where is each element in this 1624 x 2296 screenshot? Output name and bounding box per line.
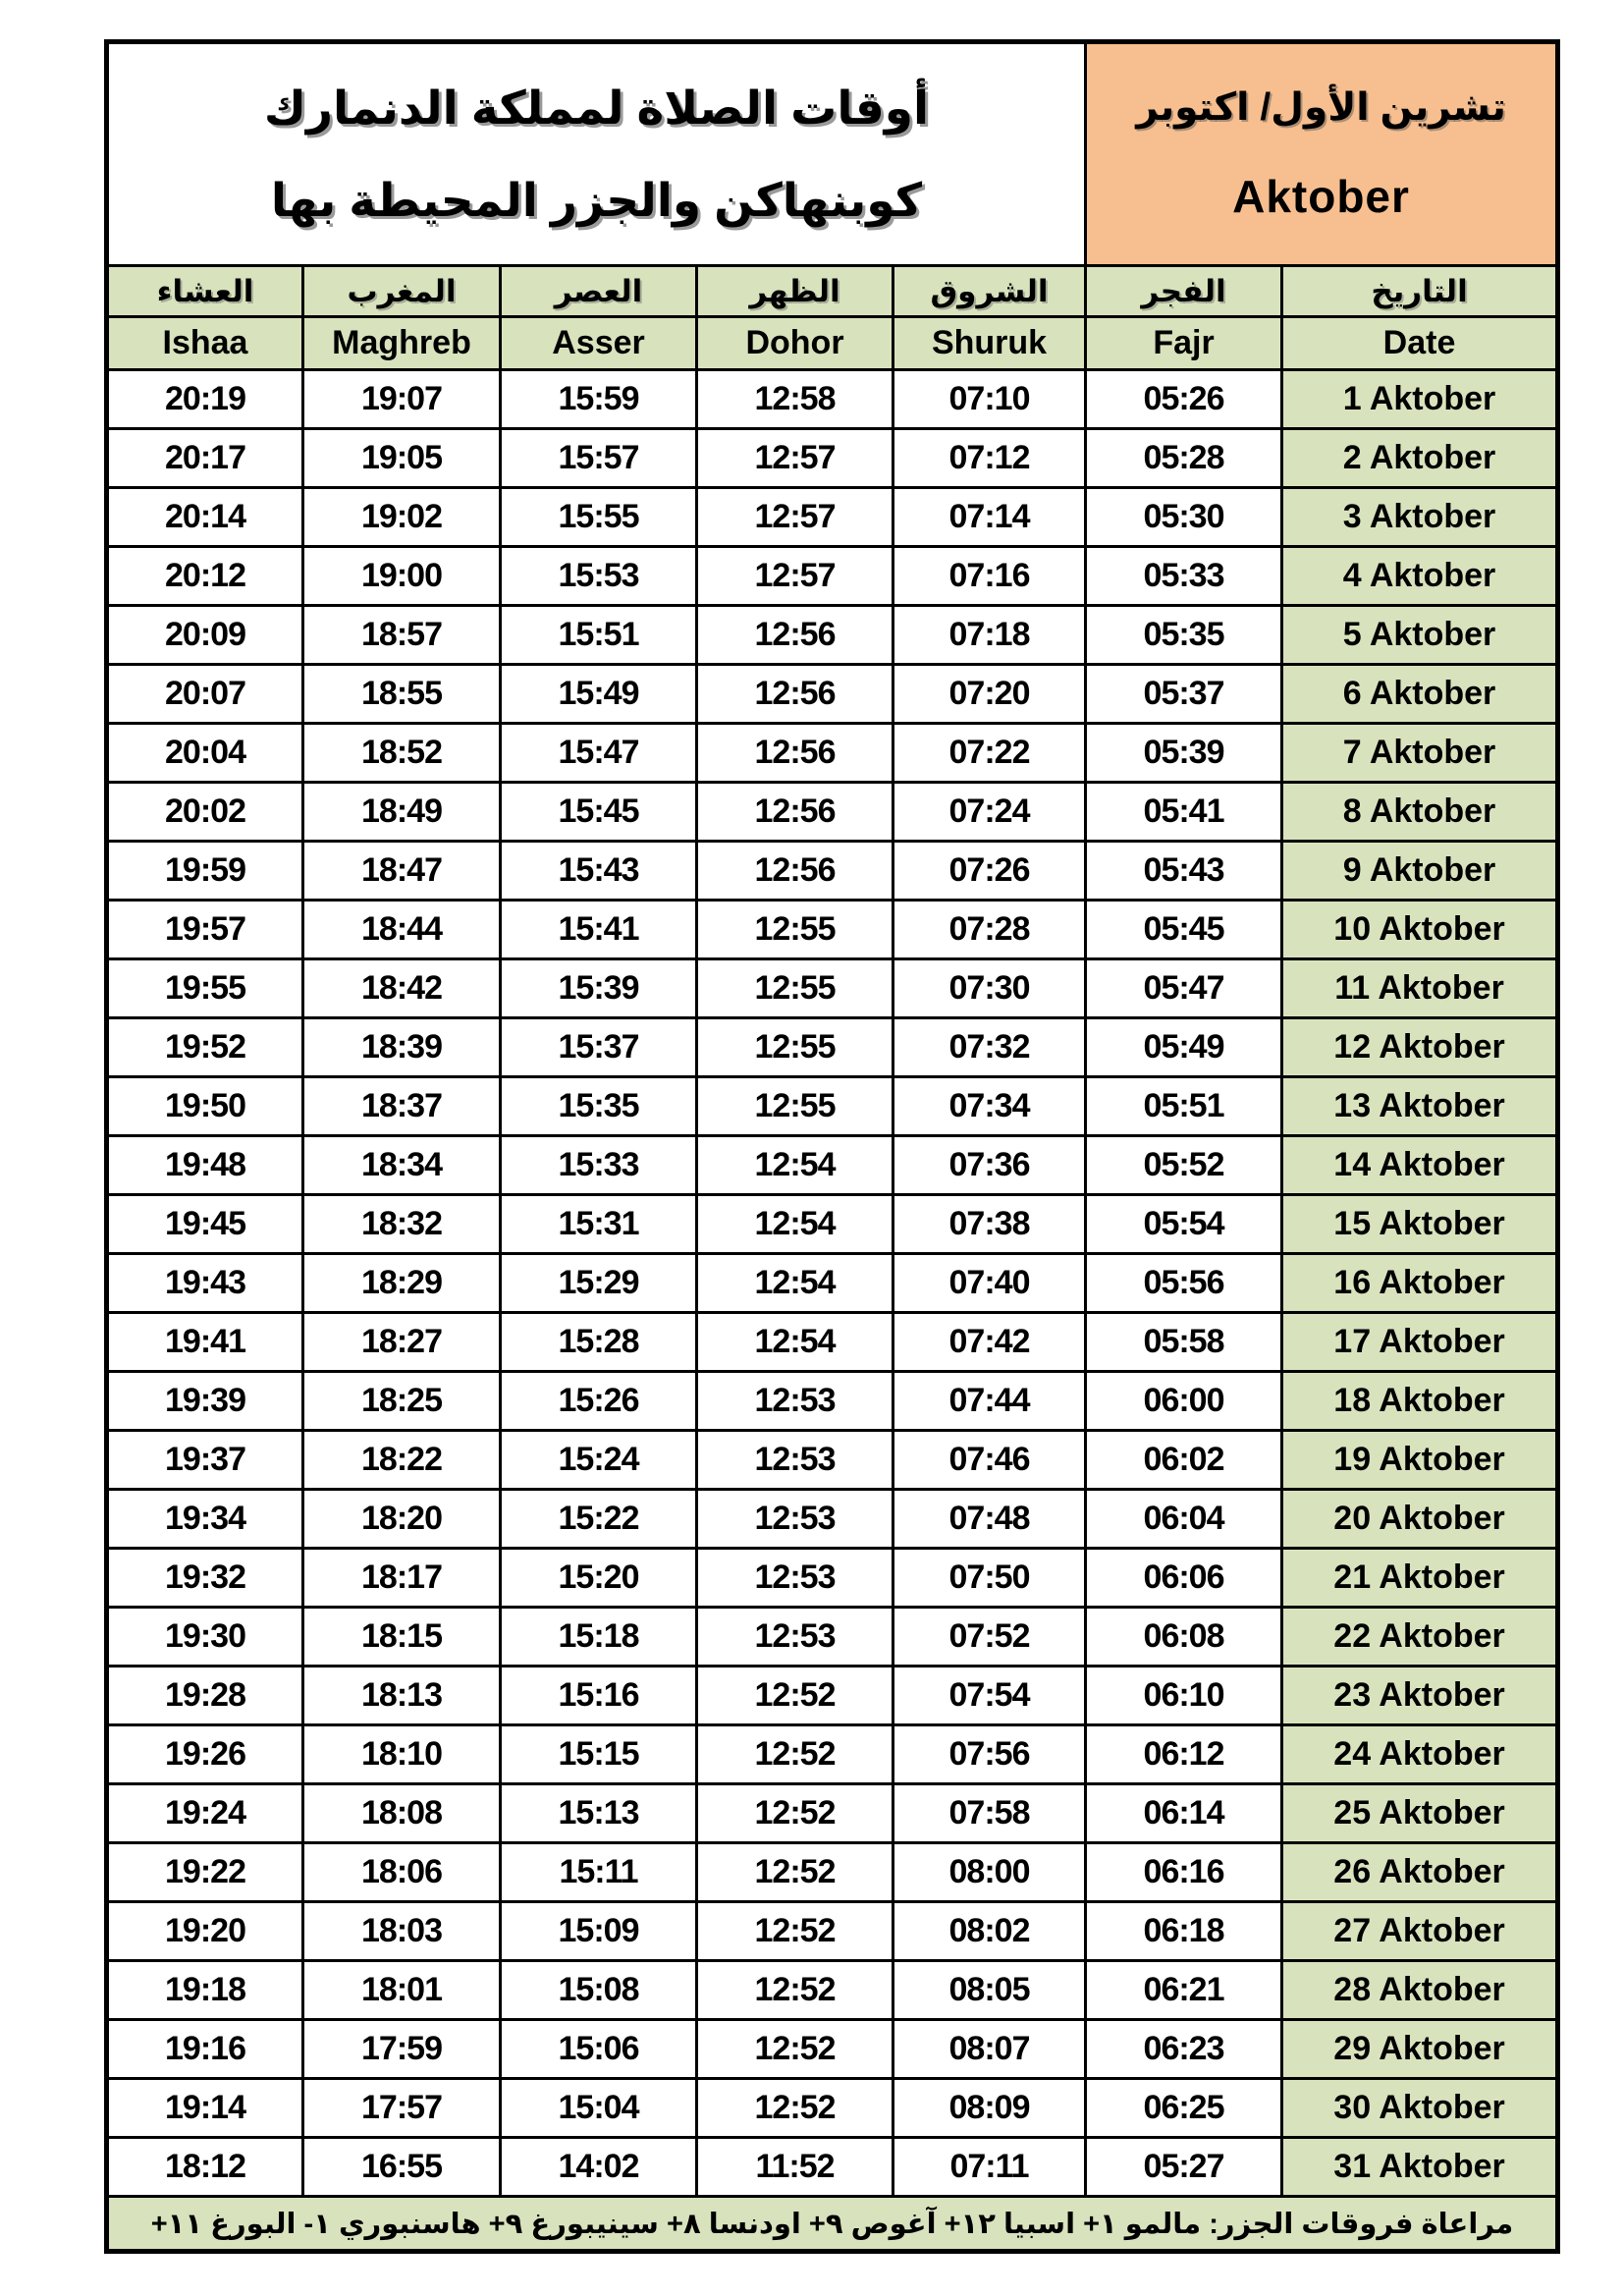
- maghreb-time-cell: 18:01: [303, 1961, 501, 2020]
- table-row: [107, 1431, 1558, 1490]
- dohor-time-cell: 12:52: [697, 1667, 893, 1725]
- ishaa-time-cell: 20:12: [107, 547, 303, 606]
- fajr-time-cell: 05:27: [1086, 2138, 1282, 2197]
- month-name-latin: Aktober: [1232, 171, 1410, 223]
- table-row: [107, 1902, 1558, 1961]
- maghreb-time-cell: 18:13: [303, 1667, 501, 1725]
- fajr-time-cell: 06:21: [1086, 1961, 1282, 2020]
- maghreb-time-cell: 18:03: [303, 1902, 501, 1961]
- dohor-time-cell: 12:56: [697, 842, 893, 901]
- asser-time-cell: 15:13: [501, 1784, 697, 1843]
- fajr-time-cell: 06:18: [1086, 1902, 1282, 1961]
- shuruk-time-cell: 07:36: [893, 1136, 1086, 1195]
- dohor-time-cell: 12:54: [697, 1313, 893, 1372]
- header-row-arabic: [107, 266, 1558, 317]
- fajr-time-cell: 05:52: [1086, 1136, 1282, 1195]
- table-row: [107, 901, 1558, 959]
- table-row: [107, 1843, 1558, 1902]
- asser-time-cell: 15:35: [501, 1077, 697, 1136]
- date-cell: 24 Aktober: [1282, 1725, 1558, 1784]
- shuruk-time-cell: 08:07: [893, 2020, 1086, 2079]
- asser-time-cell: 15:53: [501, 547, 697, 606]
- asser-time-cell: 15:51: [501, 606, 697, 665]
- fajr-time-cell: 05:41: [1086, 783, 1282, 842]
- dohor-time-cell: 11:52: [697, 2138, 893, 2197]
- table-row: [107, 842, 1558, 901]
- month-name-arabic: تشرين الأول/ اكتوبر: [1136, 85, 1506, 129]
- maghreb-time-cell: 18:32: [303, 1195, 501, 1254]
- table-row: [107, 1313, 1558, 1372]
- fajr-time-cell: 06:23: [1086, 2020, 1282, 2079]
- maghreb-time-cell: 18:55: [303, 665, 501, 724]
- table-row: [107, 1372, 1558, 1431]
- maghreb-time-cell: 18:10: [303, 1725, 501, 1784]
- table-row: [107, 665, 1558, 724]
- asser-time-cell: 15:18: [501, 1608, 697, 1667]
- maghreb-time-cell: 18:20: [303, 1490, 501, 1549]
- table-row: [107, 1254, 1558, 1313]
- header-shuruk-en: Shuruk: [893, 317, 1086, 370]
- header-row-english: [107, 317, 1558, 370]
- fajr-time-cell: 06:25: [1086, 2079, 1282, 2138]
- table-row: [107, 429, 1558, 488]
- shuruk-time-cell: 07:14: [893, 488, 1086, 547]
- date-cell: 23 Aktober: [1282, 1667, 1558, 1725]
- ishaa-time-cell: 19:48: [107, 1136, 303, 1195]
- asser-time-cell: 15:11: [501, 1843, 697, 1902]
- table-row: [107, 1784, 1558, 1843]
- shuruk-time-cell: 07:30: [893, 959, 1086, 1018]
- dohor-time-cell: 12:52: [697, 1843, 893, 1902]
- ishaa-time-cell: 20:14: [107, 488, 303, 547]
- ishaa-time-cell: 19:24: [107, 1784, 303, 1843]
- date-cell: 18 Aktober: [1282, 1372, 1558, 1431]
- maghreb-time-cell: 18:37: [303, 1077, 501, 1136]
- date-cell: 27 Aktober: [1282, 1902, 1558, 1961]
- shuruk-time-cell: 07:10: [893, 370, 1086, 429]
- table-row: [107, 2138, 1558, 2197]
- asser-time-cell: 15:24: [501, 1431, 697, 1490]
- shuruk-time-cell: 07:52: [893, 1608, 1086, 1667]
- table-row: [107, 2020, 1558, 2079]
- fajr-time-cell: 05:43: [1086, 842, 1282, 901]
- ishaa-time-cell: 19:57: [107, 901, 303, 959]
- dohor-time-cell: 12:56: [697, 783, 893, 842]
- date-cell: 9 Aktober: [1282, 842, 1558, 901]
- table-row: [107, 2079, 1558, 2138]
- ishaa-time-cell: 20:04: [107, 724, 303, 783]
- ishaa-time-cell: 19:50: [107, 1077, 303, 1136]
- asser-time-cell: 14:02: [501, 2138, 697, 2197]
- prayer-times-table: [104, 39, 1560, 2254]
- table-row: [107, 724, 1558, 783]
- fajr-time-cell: 05:33: [1086, 547, 1282, 606]
- maghreb-time-cell: 18:06: [303, 1843, 501, 1902]
- ishaa-time-cell: 19:30: [107, 1608, 303, 1667]
- date-cell: 14 Aktober: [1282, 1136, 1558, 1195]
- title-line-2: كوبنهاكن والجزر المحيطة بها: [270, 173, 923, 226]
- table-row: [107, 1136, 1558, 1195]
- shuruk-time-cell: 07:56: [893, 1725, 1086, 1784]
- dohor-time-cell: 12:58: [697, 370, 893, 429]
- date-cell: 16 Aktober: [1282, 1254, 1558, 1313]
- dohor-time-cell: 12:52: [697, 1961, 893, 2020]
- header-date-en: Date: [1282, 317, 1558, 370]
- header-maghreb-ar: المغرب: [303, 266, 501, 317]
- maghreb-time-cell: 16:55: [303, 2138, 501, 2197]
- dohor-time-cell: 12:57: [697, 429, 893, 488]
- asser-time-cell: 15:39: [501, 959, 697, 1018]
- header-fajr-ar: الفجر: [1086, 266, 1282, 317]
- fajr-time-cell: 06:12: [1086, 1725, 1282, 1784]
- dohor-time-cell: 12:52: [697, 2079, 893, 2138]
- asser-time-cell: 15:57: [501, 429, 697, 488]
- maghreb-time-cell: 19:05: [303, 429, 501, 488]
- table-row: [107, 1608, 1558, 1667]
- shuruk-time-cell: 07:38: [893, 1195, 1086, 1254]
- date-cell: 4 Aktober: [1282, 547, 1558, 606]
- ishaa-time-cell: 19:41: [107, 1313, 303, 1372]
- table-row: [107, 1018, 1558, 1077]
- maghreb-time-cell: 18:52: [303, 724, 501, 783]
- maghreb-time-cell: 18:29: [303, 1254, 501, 1313]
- shuruk-time-cell: 07:46: [893, 1431, 1086, 1490]
- table-row: [107, 606, 1558, 665]
- maghreb-time-cell: 19:00: [303, 547, 501, 606]
- date-cell: 5 Aktober: [1282, 606, 1558, 665]
- shuruk-time-cell: 07:24: [893, 783, 1086, 842]
- date-cell: 19 Aktober: [1282, 1431, 1558, 1490]
- shuruk-time-cell: 07:40: [893, 1254, 1086, 1313]
- table-row: [107, 547, 1558, 606]
- date-cell: 26 Aktober: [1282, 1843, 1558, 1902]
- date-cell: 8 Aktober: [1282, 783, 1558, 842]
- table-row: [107, 370, 1558, 429]
- asser-time-cell: 15:45: [501, 783, 697, 842]
- fajr-time-cell: 05:28: [1086, 429, 1282, 488]
- shuruk-time-cell: 07:22: [893, 724, 1086, 783]
- maghreb-time-cell: 18:34: [303, 1136, 501, 1195]
- fajr-time-cell: 06:10: [1086, 1667, 1282, 1725]
- fajr-time-cell: 06:02: [1086, 1431, 1282, 1490]
- dohor-time-cell: 12:56: [697, 724, 893, 783]
- shuruk-time-cell: 07:16: [893, 547, 1086, 606]
- fajr-time-cell: 05:30: [1086, 488, 1282, 547]
- asser-time-cell: 15:20: [501, 1549, 697, 1608]
- ishaa-time-cell: 19:20: [107, 1902, 303, 1961]
- fajr-time-cell: 05:58: [1086, 1313, 1282, 1372]
- dohor-time-cell: 12:56: [697, 606, 893, 665]
- ishaa-time-cell: 19:43: [107, 1254, 303, 1313]
- ishaa-time-cell: 20:07: [107, 665, 303, 724]
- fajr-time-cell: 05:35: [1086, 606, 1282, 665]
- table-row: [107, 1725, 1558, 1784]
- date-cell: 1 Aktober: [1282, 370, 1558, 429]
- ishaa-time-cell: 20:17: [107, 429, 303, 488]
- fajr-time-cell: 05:39: [1086, 724, 1282, 783]
- ishaa-time-cell: 19:18: [107, 1961, 303, 2020]
- shuruk-time-cell: 08:09: [893, 2079, 1086, 2138]
- maghreb-time-cell: 18:42: [303, 959, 501, 1018]
- asser-time-cell: 15:55: [501, 488, 697, 547]
- asser-time-cell: 15:16: [501, 1667, 697, 1725]
- header-ishaa-en: Ishaa: [107, 317, 303, 370]
- dohor-time-cell: 12:52: [697, 1784, 893, 1843]
- date-cell: 13 Aktober: [1282, 1077, 1558, 1136]
- dohor-time-cell: 12:55: [697, 901, 893, 959]
- table-row: [107, 1549, 1558, 1608]
- asser-time-cell: 15:26: [501, 1372, 697, 1431]
- shuruk-time-cell: 07:58: [893, 1784, 1086, 1843]
- dohor-time-cell: 12:53: [697, 1608, 893, 1667]
- asser-time-cell: 15:28: [501, 1313, 697, 1372]
- ishaa-time-cell: 19:14: [107, 2079, 303, 2138]
- table-row: [107, 1077, 1558, 1136]
- asser-time-cell: 15:33: [501, 1136, 697, 1195]
- ishaa-time-cell: 19:32: [107, 1549, 303, 1608]
- asser-time-cell: 15:06: [501, 2020, 697, 2079]
- dohor-time-cell: 12:52: [697, 1725, 893, 1784]
- table-row: [107, 959, 1558, 1018]
- header-asser-ar: العصر: [501, 266, 697, 317]
- fajr-time-cell: 05:45: [1086, 901, 1282, 959]
- shuruk-time-cell: 07:20: [893, 665, 1086, 724]
- dohor-time-cell: 12:54: [697, 1254, 893, 1313]
- dohor-time-cell: 12:55: [697, 1018, 893, 1077]
- ishaa-time-cell: 19:28: [107, 1667, 303, 1725]
- maghreb-time-cell: 18:15: [303, 1608, 501, 1667]
- table-row: [107, 1961, 1558, 2020]
- fajr-time-cell: 05:47: [1086, 959, 1282, 1018]
- date-cell: 30 Aktober: [1282, 2079, 1558, 2138]
- date-cell: 15 Aktober: [1282, 1195, 1558, 1254]
- shuruk-time-cell: 07:12: [893, 429, 1086, 488]
- asser-time-cell: 15:29: [501, 1254, 697, 1313]
- shuruk-time-cell: 07:44: [893, 1372, 1086, 1431]
- fajr-time-cell: 05:56: [1086, 1254, 1282, 1313]
- date-cell: 12 Aktober: [1282, 1018, 1558, 1077]
- header-dohor-ar: الظهر: [697, 266, 893, 317]
- header-fajr-en: Fajr: [1086, 317, 1282, 370]
- dohor-time-cell: 12:53: [697, 1431, 893, 1490]
- shuruk-time-cell: 08:00: [893, 1843, 1086, 1902]
- fajr-time-cell: 06:08: [1086, 1608, 1282, 1667]
- title-row: [107, 42, 1558, 266]
- fajr-time-cell: 05:26: [1086, 370, 1282, 429]
- date-cell: 3 Aktober: [1282, 488, 1558, 547]
- header-dohor-en: Dohor: [697, 317, 893, 370]
- asser-time-cell: 15:08: [501, 1961, 697, 2020]
- shuruk-time-cell: 07:54: [893, 1667, 1086, 1725]
- dohor-time-cell: 12:56: [697, 665, 893, 724]
- date-cell: 6 Aktober: [1282, 665, 1558, 724]
- header-asser-en: Asser: [501, 317, 697, 370]
- asser-time-cell: 15:47: [501, 724, 697, 783]
- shuruk-time-cell: 07:28: [893, 901, 1086, 959]
- fajr-time-cell: 06:16: [1086, 1843, 1282, 1902]
- maghreb-time-cell: 18:47: [303, 842, 501, 901]
- shuruk-time-cell: 08:02: [893, 1902, 1086, 1961]
- dohor-time-cell: 12:52: [697, 1902, 893, 1961]
- date-cell: 11 Aktober: [1282, 959, 1558, 1018]
- date-cell: 29 Aktober: [1282, 2020, 1558, 2079]
- date-cell: 28 Aktober: [1282, 1961, 1558, 2020]
- maghreb-time-cell: 18:39: [303, 1018, 501, 1077]
- date-cell: 10 Aktober: [1282, 901, 1558, 959]
- ishaa-time-cell: 19:55: [107, 959, 303, 1018]
- date-cell: 2 Aktober: [1282, 429, 1558, 488]
- asser-time-cell: 15:59: [501, 370, 697, 429]
- header-date-ar: التاريخ: [1282, 266, 1558, 317]
- asser-time-cell: 15:37: [501, 1018, 697, 1077]
- title-line-1: أوقات الصلاة لمملكة الدنمارك: [263, 82, 930, 135]
- maghreb-time-cell: 17:57: [303, 2079, 501, 2138]
- ishaa-time-cell: 19:52: [107, 1018, 303, 1077]
- dohor-time-cell: 12:52: [697, 2020, 893, 2079]
- dohor-time-cell: 12:57: [697, 547, 893, 606]
- date-cell: 22 Aktober: [1282, 1608, 1558, 1667]
- ishaa-time-cell: 19:59: [107, 842, 303, 901]
- dohor-time-cell: 12:53: [697, 1372, 893, 1431]
- month-header: [1086, 42, 1558, 266]
- asser-time-cell: 15:31: [501, 1195, 697, 1254]
- shuruk-time-cell: 07:11: [893, 2138, 1086, 2197]
- fajr-time-cell: 06:00: [1086, 1372, 1282, 1431]
- shuruk-time-cell: 07:42: [893, 1313, 1086, 1372]
- maghreb-time-cell: 17:59: [303, 2020, 501, 2079]
- date-cell: 25 Aktober: [1282, 1784, 1558, 1843]
- ishaa-time-cell: 19:22: [107, 1843, 303, 1902]
- maghreb-time-cell: 18:22: [303, 1431, 501, 1490]
- shuruk-time-cell: 07:18: [893, 606, 1086, 665]
- asser-time-cell: 15:15: [501, 1725, 697, 1784]
- shuruk-time-cell: 07:50: [893, 1549, 1086, 1608]
- shuruk-time-cell: 07:34: [893, 1077, 1086, 1136]
- fajr-time-cell: 05:54: [1086, 1195, 1282, 1254]
- asser-time-cell: 15:04: [501, 2079, 697, 2138]
- asser-time-cell: 15:22: [501, 1490, 697, 1549]
- header-shuruk-ar: الشروق: [893, 266, 1086, 317]
- ishaa-time-cell: 20:02: [107, 783, 303, 842]
- dohor-time-cell: 12:53: [697, 1490, 893, 1549]
- table-row: [107, 1490, 1558, 1549]
- dohor-time-cell: 12:57: [697, 488, 893, 547]
- maghreb-time-cell: 18:49: [303, 783, 501, 842]
- maghreb-time-cell: 18:44: [303, 901, 501, 959]
- fajr-time-cell: 05:37: [1086, 665, 1282, 724]
- fajr-time-cell: 05:51: [1086, 1077, 1282, 1136]
- ishaa-time-cell: 19:16: [107, 2020, 303, 2079]
- date-cell: 21 Aktober: [1282, 1549, 1558, 1608]
- footer-row: [107, 2197, 1558, 2252]
- dohor-time-cell: 12:55: [697, 1077, 893, 1136]
- ishaa-time-cell: 19:34: [107, 1490, 303, 1549]
- page-title: [107, 42, 1086, 266]
- table-row: [107, 1195, 1558, 1254]
- maghreb-time-cell: 18:17: [303, 1549, 501, 1608]
- fajr-time-cell: 06:14: [1086, 1784, 1282, 1843]
- ishaa-time-cell: 20:09: [107, 606, 303, 665]
- dohor-time-cell: 12:55: [697, 959, 893, 1018]
- date-cell: 20 Aktober: [1282, 1490, 1558, 1549]
- asser-time-cell: 15:09: [501, 1902, 697, 1961]
- dohor-time-cell: 12:54: [697, 1195, 893, 1254]
- asser-time-cell: 15:41: [501, 901, 697, 959]
- dohor-time-cell: 12:54: [697, 1136, 893, 1195]
- header-ishaa-ar: العشاء: [107, 266, 303, 317]
- maghreb-time-cell: 18:57: [303, 606, 501, 665]
- date-cell: 7 Aktober: [1282, 724, 1558, 783]
- fajr-time-cell: 06:06: [1086, 1549, 1282, 1608]
- header-maghreb-en: Maghreb: [303, 317, 501, 370]
- prayer-times-sheet: [104, 39, 1555, 2254]
- ishaa-time-cell: 20:19: [107, 370, 303, 429]
- shuruk-time-cell: 07:32: [893, 1018, 1086, 1077]
- table-row: [107, 488, 1558, 547]
- fajr-time-cell: 06:04: [1086, 1490, 1282, 1549]
- ishaa-time-cell: 18:12: [107, 2138, 303, 2197]
- shuruk-time-cell: 07:48: [893, 1490, 1086, 1549]
- ishaa-time-cell: 19:45: [107, 1195, 303, 1254]
- maghreb-time-cell: 19:02: [303, 488, 501, 547]
- maghreb-time-cell: 18:08: [303, 1784, 501, 1843]
- table-row: [107, 1667, 1558, 1725]
- date-cell: 17 Aktober: [1282, 1313, 1558, 1372]
- maghreb-time-cell: 18:25: [303, 1372, 501, 1431]
- ishaa-time-cell: 19:37: [107, 1431, 303, 1490]
- fajr-time-cell: 05:49: [1086, 1018, 1282, 1077]
- maghreb-time-cell: 19:07: [303, 370, 501, 429]
- islands-offset-note: مراعاة فروقات الجزر: مالمو ١+ اسبيا ١٢+ آغوص ٩+ اودنسا ٨+ سينيبورغ ٩+ هاسنبوري ١- البورغ ١١+: [107, 2197, 1558, 2252]
- date-cell: 31 Aktober: [1282, 2138, 1558, 2197]
- ishaa-time-cell: 19:39: [107, 1372, 303, 1431]
- shuruk-time-cell: 08:05: [893, 1961, 1086, 2020]
- table-row: [107, 783, 1558, 842]
- asser-time-cell: 15:43: [501, 842, 697, 901]
- dohor-time-cell: 12:53: [697, 1549, 893, 1608]
- ishaa-time-cell: 19:26: [107, 1725, 303, 1784]
- shuruk-time-cell: 07:26: [893, 842, 1086, 901]
- asser-time-cell: 15:49: [501, 665, 697, 724]
- maghreb-time-cell: 18:27: [303, 1313, 501, 1372]
